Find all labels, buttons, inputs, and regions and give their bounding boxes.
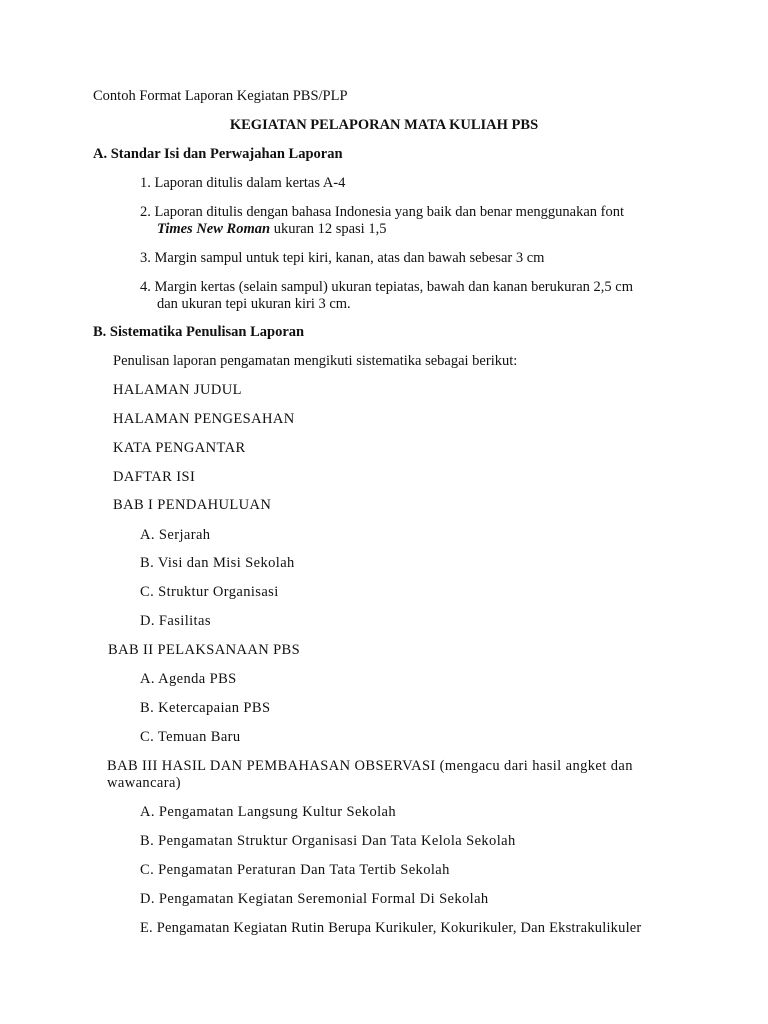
outline-item: BAB II PELAKSANAAN PBS xyxy=(108,642,301,658)
outline-subitem: A. Serjarah xyxy=(140,527,211,543)
outline-subitem: A. Pengamatan Langsung Kultur Sekolah xyxy=(140,804,397,820)
outline-subitem: C. Struktur Organisasi xyxy=(140,584,279,600)
section-a-item-2: 2. Laporan ditulis dengan bahasa Indonesia yang baik dan benar menggunakan font xyxy=(140,204,624,220)
outline-item: HALAMAN PENGESAHAN xyxy=(113,411,295,427)
outline-item: BAB I PENDAHULUAN xyxy=(113,497,272,513)
outline-item: DAFTAR ISI xyxy=(113,469,196,485)
outline-item: KATA PENGANTAR xyxy=(113,440,246,456)
outline-subitem: B. Visi dan Misi Sekolah xyxy=(140,555,295,571)
outline-item-continuation: wawancara) xyxy=(107,775,182,791)
outline-subitem: E. Pengamatan Kegiatan Rutin Berupa Kurikuler, Kokurikuler, Dan Ekstrakulikuler xyxy=(140,920,642,936)
outline-item: BAB III HASIL DAN PEMBAHASAN OBSERVASI (mengacu dari hasil angket dan xyxy=(107,758,633,774)
section-b-intro: Penulisan laporan pengamatan mengikuti sistematika sebagai berikut: xyxy=(113,353,518,369)
section-b-heading: B. Sistematika Penulisan Laporan xyxy=(93,324,305,340)
font-size-text: ukuran 12 spasi 1,5 xyxy=(270,221,387,237)
outline-subitem: D. Fasilitas xyxy=(140,613,211,629)
section-a-item-4-continuation: dan ukuran tepi ukuran kiri 3 cm. xyxy=(157,296,351,312)
section-a-item-4: 4. Margin kertas (selain sampul) ukuran tepiatas, bawah dan kanan berukuran 2,5 cm xyxy=(140,279,633,295)
outline-subitem: B. Pengamatan Struktur Organisasi Dan Tata Kelola Sekolah xyxy=(140,833,516,849)
section-a-item-1: 1. Laporan ditulis dalam kertas A-4 xyxy=(140,175,346,191)
doc-header: Contoh Format Laporan Kegiatan PBS/PLP xyxy=(93,88,348,104)
section-a-item-2-continuation xyxy=(157,221,386,238)
section-a-item-3: 3. Margin sampul untuk tepi kiri, kanan, atas dan bawah sebesar 3 cm xyxy=(140,250,545,266)
outline-item: HALAMAN JUDUL xyxy=(113,382,242,398)
font-name-emphasis: Times New Roman xyxy=(157,221,271,237)
outline-subitem: C. Temuan Baru xyxy=(140,729,241,745)
section-a-heading: A. Standar Isi dan Perwajahan Laporan xyxy=(93,146,343,162)
outline-subitem: B. Ketercapaian PBS xyxy=(140,700,271,716)
doc-title: KEGIATAN PELAPORAN MATA KULIAH PBS xyxy=(229,117,539,133)
outline-subitem: A. Agenda PBS xyxy=(140,671,237,687)
outline-subitem: D. Pengamatan Kegiatan Seremonial Formal Di Sekolah xyxy=(140,891,489,907)
outline-subitem: C. Pengamatan Peraturan Dan Tata Tertib Sekolah xyxy=(140,862,450,878)
